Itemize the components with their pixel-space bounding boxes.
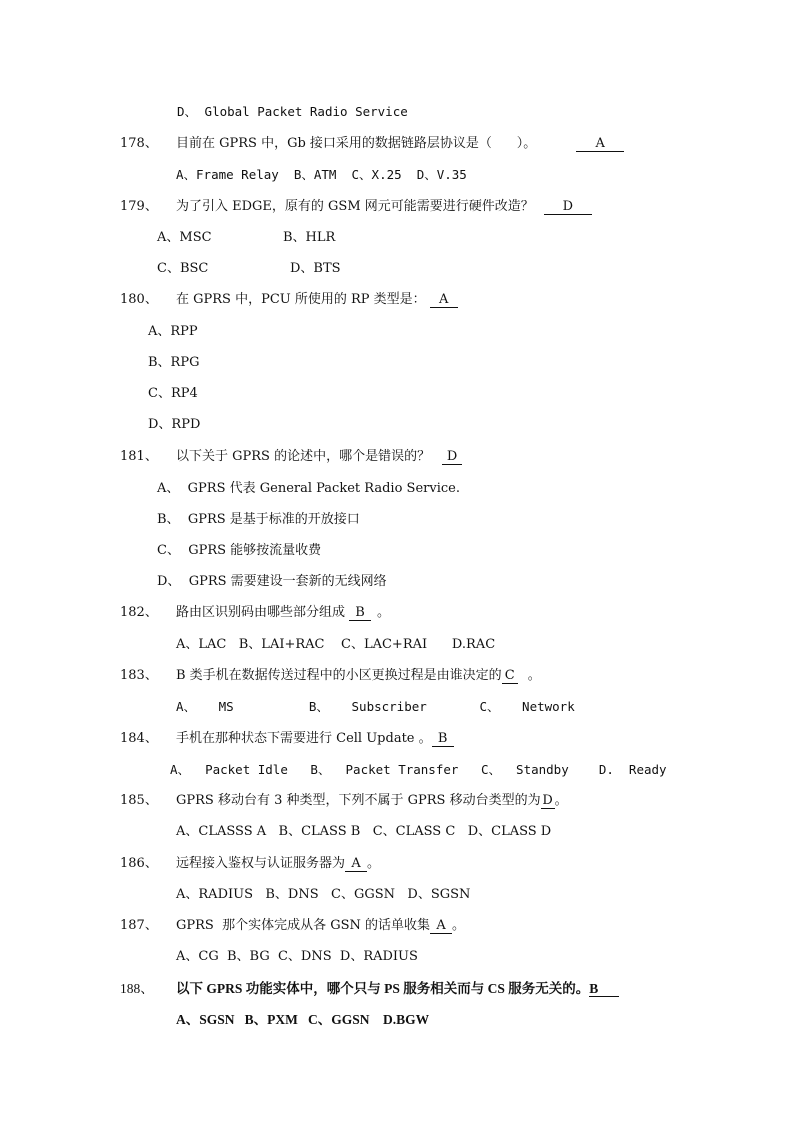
question-187 bbox=[120, 918, 465, 934]
option-181-a: A、 GPRS 代表 General Packet Radio Service. bbox=[157, 481, 460, 496]
question-tail: 。 bbox=[527, 668, 541, 683]
question-text: 以下关于 GPRS 的论述中，哪个是错误的？ bbox=[176, 449, 431, 464]
prev-option-d: D、 Global Packet Radio Service bbox=[177, 104, 408, 119]
question-number: 181、 bbox=[120, 449, 158, 464]
question-tail: 。 bbox=[377, 605, 391, 620]
answer-blank: A bbox=[430, 919, 452, 934]
question-number: 185、 bbox=[120, 793, 158, 808]
question-number: 186、 bbox=[120, 856, 158, 871]
question-text: 手机在那种状态下需要进行 Cell Update 。 bbox=[176, 731, 432, 746]
options-186: A、RADIUS B、DNS C、GGSN D、SGSN bbox=[176, 887, 471, 902]
option-180-c: C、RP4 bbox=[148, 386, 198, 401]
option-179-a: A、MSC bbox=[157, 230, 212, 245]
question-tail: 。 bbox=[367, 856, 381, 871]
question-text: 远程接入鉴权与认证服务器为 bbox=[176, 856, 346, 871]
option-180-b: B、RPG bbox=[148, 355, 200, 370]
question-number: 183、 bbox=[120, 668, 158, 683]
option-179-b: B、HLR bbox=[283, 230, 336, 245]
option-181-c: C、 GPRS 能够按流量收费 bbox=[157, 543, 322, 558]
question-text: 为了引入 EDGE，原有的 GSM 网元可能需要进行硬件改造？ bbox=[176, 199, 534, 214]
option-180-a: A、RPP bbox=[148, 324, 198, 339]
question-tail: 。 bbox=[452, 918, 466, 933]
question-183 bbox=[120, 668, 541, 684]
question-text: 以下 GPRS 功能实体中，哪个只与 PS 服务相关而与 CS 服务无关的。 bbox=[176, 981, 590, 996]
question-184 bbox=[120, 731, 454, 747]
options-184: A、 Packet Idle B、 Packet Transfer C、 Standby D. Ready bbox=[170, 762, 667, 777]
question-text: 在 GPRS 中，PCU 所使用的 RP 类型是： bbox=[176, 292, 426, 307]
question-number: 179、 bbox=[120, 199, 158, 214]
option-181-b: B、 GPRS 是基于标准的开放接口 bbox=[157, 512, 360, 527]
question-number: 187、 bbox=[120, 918, 158, 933]
question-tail: 。 bbox=[554, 793, 568, 808]
options-188: A、SGSN B、PXM C、GGSN D.BGW bbox=[176, 1012, 430, 1027]
option-179-c: C、BSC bbox=[157, 261, 209, 276]
question-text: B 类手机在数据传送过程中的小区更换过程是由谁决定的 bbox=[176, 668, 502, 683]
question-text: 目前在 GPRS 中，Gb 接口采用的数据链路层协议是（ ）。 bbox=[176, 136, 537, 151]
option-181-d: D、 GPRS 需要建设一套新的无线网络 bbox=[157, 574, 387, 589]
options-182: A、LAC B、LAI+RAC C、LAC+RAI D.RAC bbox=[176, 637, 496, 652]
question-188 bbox=[120, 981, 619, 997]
answer-blank: A bbox=[430, 293, 458, 308]
question-number: 188、 bbox=[120, 981, 154, 996]
question-179 bbox=[120, 199, 592, 215]
question-number: 180、 bbox=[120, 292, 158, 307]
option-179-d: D、BTS bbox=[290, 261, 341, 276]
question-number: 184、 bbox=[120, 731, 158, 746]
question-number: 178、 bbox=[120, 136, 158, 151]
options-185: A、CLASSS A B、CLASS B C、CLASS C D、CLASS D bbox=[176, 824, 552, 839]
question-186 bbox=[120, 856, 380, 872]
question-185 bbox=[120, 793, 568, 809]
answer-blank: D bbox=[542, 793, 553, 808]
question-181 bbox=[120, 449, 462, 465]
answer-blank: B bbox=[589, 982, 619, 997]
answer-blank: D bbox=[544, 200, 592, 215]
options-183: A、 MS B、 Subscriber C、 Network bbox=[176, 699, 575, 714]
answer-blank: C bbox=[502, 669, 518, 684]
question-178 bbox=[120, 136, 624, 152]
answer-blank: D bbox=[442, 450, 462, 465]
answer-blank: B bbox=[432, 732, 454, 747]
question-text: GPRS 那个实体完成从各 GSN 的话单收集 bbox=[176, 918, 431, 933]
question-number: 182、 bbox=[120, 605, 158, 620]
answer-blank: A bbox=[345, 857, 367, 872]
question-text: GPRS 移动台有 3 种类型，下列不属于 GPRS 移动台类型的为 bbox=[176, 793, 541, 808]
options-187: A、CG B、BG C、DNS D、RADIUS bbox=[176, 949, 418, 964]
answer-blank: A bbox=[576, 137, 624, 152]
question-text: 路由区识别码由哪些部分组成 bbox=[176, 605, 346, 620]
question-182 bbox=[120, 605, 390, 621]
option-180-d: D、RPD bbox=[148, 417, 201, 432]
question-180 bbox=[120, 292, 458, 308]
options-178: A、Frame Relay B、ATM C、X.25 D、V.35 bbox=[176, 167, 467, 182]
answer-blank: B bbox=[349, 606, 371, 621]
